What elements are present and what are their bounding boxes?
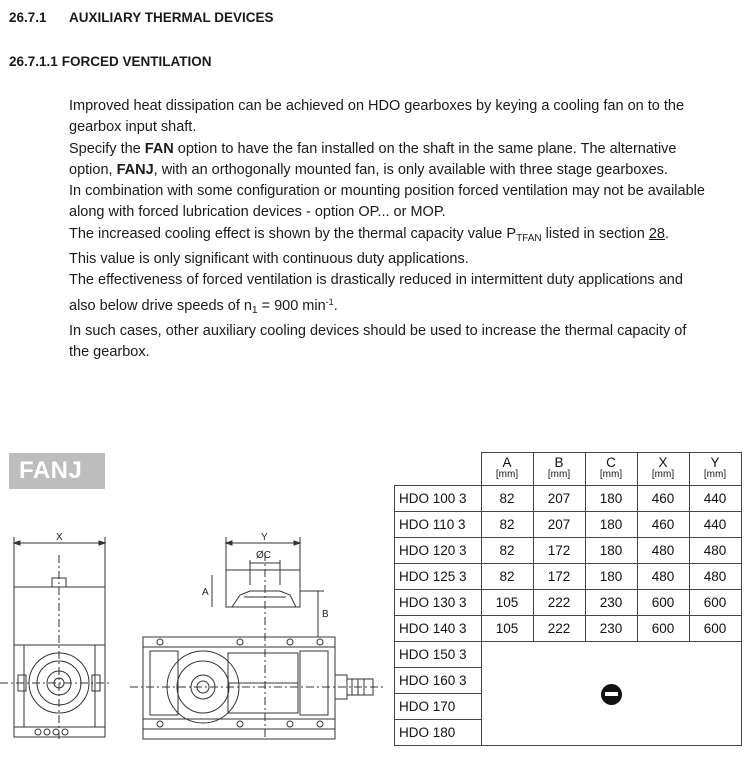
text-line: Specify the FAN option to have the fan installed on the shaft in the same plane. The alternative [69,140,677,157]
dimension-value: 180 [585,564,637,590]
table-corner [395,453,482,486]
model-name: HDO 160 3 [395,668,482,694]
column-unit: [mm] [495,469,519,480]
dimension-value: 480 [689,538,741,564]
fan-option-code: FAN [144,140,174,157]
dimension-value: 105 [481,590,533,616]
dimension-value: 180 [585,486,637,512]
text-line: the gearbox. [69,344,150,361]
text-line: In such cases, other auxiliary cooling devices should be used to increase the thermal capacity of [69,322,687,339]
text-line: The effectiveness of forced ventilation is drastically reduced in intermittent duty applications and [69,272,683,289]
dimension-value: 460 [637,512,689,538]
table-row [395,512,742,538]
dimension-value: 222 [533,590,585,616]
dimension-value: 230 [585,590,637,616]
body-text [69,96,745,364]
dimension-value: 440 [689,486,741,512]
dimension-value: 460 [637,486,689,512]
fanj-option-label: FANJ [9,453,105,489]
table-row [395,486,742,512]
dimension-value: 82 [481,564,533,590]
dimension-value: 172 [533,564,585,590]
dimension-value: 222 [533,616,585,642]
section-number: 26.7.1 [9,10,47,25]
column-label: A [502,455,512,470]
model-name: HDO 180 [395,720,482,746]
model-name: HDO 110 3 [395,512,482,538]
dimension-value: 180 [585,512,637,538]
superscript: -1 [325,296,334,307]
dimension-value: 207 [533,512,585,538]
text-line: also below drive speeds of $n_1 = 900$ $\min^{-1}$. [69,296,338,316]
label-c: ØC [256,550,271,561]
dimension-value: 82 [481,512,533,538]
column-header [689,453,741,486]
column-label: Y [710,455,720,470]
arrow-icon [14,541,20,545]
column-unit: [mm] [651,469,675,480]
table-header-row [395,453,742,486]
dimension-value: 180 [585,538,637,564]
column-header [585,453,637,486]
column-header [481,453,533,486]
table-row [395,590,742,616]
subscript: 1 [251,304,258,316]
base-foot-side [143,729,335,739]
column-label: C [606,455,616,470]
section-heading-26-7-1 [9,10,274,25]
model-name: HDO 125 3 [395,564,482,590]
model-name: HDO 130 3 [395,590,482,616]
dimension-value: 600 [689,616,741,642]
table-row [395,642,742,668]
dimension-value: 600 [689,590,741,616]
column-label: X [658,455,668,470]
dimension-value: 600 [637,616,689,642]
gearbox-dimension-drawing [0,525,392,757]
dimension-value: 480 [637,538,689,564]
column-header [533,453,585,486]
dimension-value: 440 [689,512,741,538]
text-line: In combination with some configuration or mounting position forced ventilation may not be available [69,183,705,200]
model-name: HDO 150 3 [395,642,482,668]
section-heading-26-7-1-1 [9,54,212,69]
text-line: Improved heat dissipation can be achieved on HDO gearboxes by keying a cooling fan on to the [69,98,685,114]
column-label: B [554,455,564,470]
column-unit: [mm] [547,469,571,480]
model-name: HDO 140 3 [395,616,482,642]
text-line: along with forced lubrication devices - option OP... or MOP. [69,204,446,221]
subsection-number: 26.7.1.1 [9,54,58,69]
dimension-value: 82 [481,486,533,512]
column-unit: [mm] [599,469,623,480]
table-row [395,616,742,642]
fan-hood [226,570,300,607]
not-available-icon [601,684,622,705]
model-name: HDO 100 3 [395,486,482,512]
section-title: AUXILIARY THERMAL DEVICES [69,10,274,25]
text-line: gearbox input shaft. [69,119,197,136]
column-unit: [mm] [703,469,727,480]
dimension-value: 480 [637,564,689,590]
table-row [395,538,742,564]
text-line: option, FANJ, with an orthogonally mounted fan, is only available with three stage gearboxes. [69,161,668,178]
arrow-icon [99,541,105,545]
model-name: HDO 120 3 [395,538,482,564]
label-a: A [202,587,209,598]
dimension-value: 105 [481,616,533,642]
arrow-icon [294,541,300,545]
dimension-value: 600 [637,590,689,616]
dimension-value: 207 [533,486,585,512]
dimension-value: 82 [481,538,533,564]
arrow-icon [226,541,232,545]
dimensions-table [394,452,742,746]
subscript: TFAN [516,232,542,244]
text-line: The increased cooling effect is shown by the thermal capacity value $P_{TFAN}$ listed in section 28. [69,225,669,244]
label-b: B [322,609,329,620]
label-y: Y [261,532,268,543]
dimension-value: 230 [585,616,637,642]
table-row [395,564,742,590]
label-x: X [56,532,63,543]
text-line: This value is only significant with continuous duty applications. [69,251,469,268]
not-available-cell [481,642,741,746]
dimension-value: 480 [689,564,741,590]
dimension-value: 172 [533,538,585,564]
column-header [637,453,689,486]
subsection-title: FORCED VENTILATION [61,54,212,69]
section-28-link[interactable]: 28 [648,225,665,242]
model-name: HDO 170 [395,694,482,720]
fanj-option-code: FANJ [116,161,154,178]
